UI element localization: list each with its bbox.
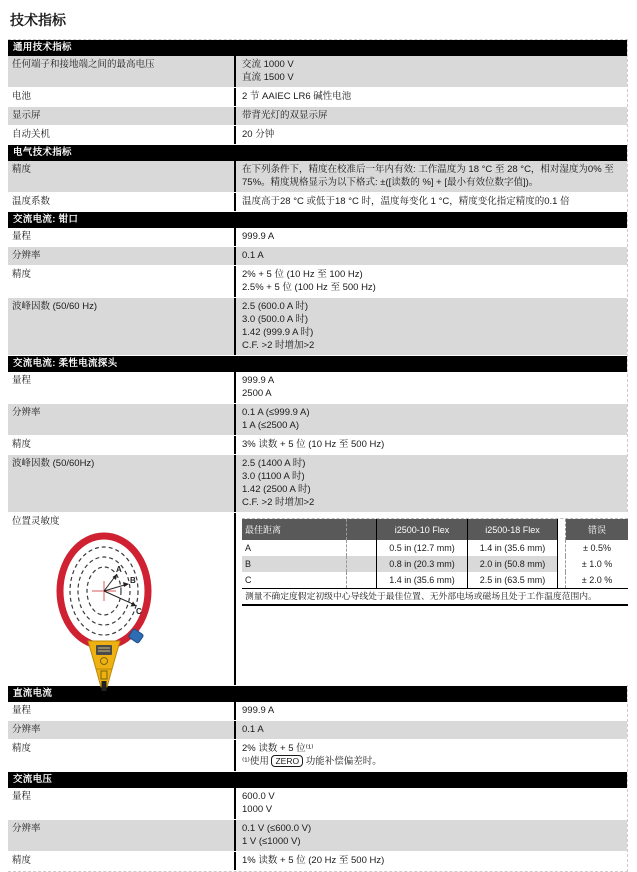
spec-label-text: 显示屏 [12, 110, 41, 121]
spec-label [8, 436, 236, 454]
svg-text:B: B [130, 576, 136, 585]
spec-label-text: 精度 [12, 269, 32, 280]
spec-value-line: 999.9 A [242, 231, 275, 242]
flex-probe-image [46, 531, 164, 681]
spec-value [236, 228, 627, 246]
spec-value [236, 193, 627, 211]
spec-value-line: 3% 读数 + 5 位 (10 Hz 至 500 Hz) [242, 439, 385, 450]
spec-row [8, 193, 627, 212]
table-cell: B [242, 556, 346, 572]
position-table [242, 518, 628, 606]
spec-value-line: 1 V (≤1000 V) [242, 836, 301, 847]
spec-value-line: 0.1 A [242, 250, 264, 261]
spec-table [8, 39, 628, 872]
spec-value-line: 999.9 A [242, 705, 275, 716]
spec-value [236, 88, 627, 106]
spec-row [8, 513, 627, 686]
cell-gap [558, 556, 566, 572]
section-header: 通用技术指标 [8, 40, 627, 56]
column-header: 最佳距离 [242, 519, 346, 540]
spec-value [236, 740, 627, 771]
spec-label-text: 分辨率 [12, 250, 41, 261]
table-cell: 0.8 in (20.3 mm) [376, 556, 467, 572]
svg-text:A: A [116, 565, 122, 574]
spec-row [8, 56, 627, 88]
cell-gap [558, 540, 566, 556]
spec-value-line: 1 A (≤2500 A) [242, 420, 299, 431]
spec-label-text: 分辨率 [12, 823, 41, 834]
page-title: 技术指标 [10, 12, 66, 28]
spec-value-line: 2% 读数 + 5 位⁽¹⁾ [242, 743, 314, 754]
zero-button-key: ZERO [271, 755, 303, 767]
spec-value-line: 带背光灯的双显示屏 [242, 110, 328, 121]
spec-value-line: 0.1 A [242, 724, 264, 735]
spec-row [8, 88, 627, 107]
spec-label [8, 820, 236, 851]
spec-value-line: C.F. >2 时增加>2 [242, 340, 315, 351]
spec-row [8, 126, 627, 145]
section-header: 交流电压 [8, 772, 627, 788]
spec-value [236, 298, 627, 355]
spec-label [8, 788, 236, 819]
spec-label [8, 107, 236, 125]
spec-label-text: 量程 [12, 375, 32, 386]
spec-value [236, 56, 627, 87]
column-gap [558, 519, 566, 540]
spec-row [8, 298, 627, 356]
spec-value [236, 247, 627, 265]
spec-value-line: 交流 1000 V [242, 59, 294, 70]
section-header: 交流电流: 柔性电流探头 [8, 356, 627, 372]
spec-label-text: 精度 [12, 439, 32, 450]
spec-value-line: 2 节 AAIEC LR6 碱性电池 [242, 91, 352, 102]
spec-row [8, 852, 627, 871]
spec-value [236, 702, 627, 720]
spec-label [8, 513, 236, 685]
spec-label [8, 852, 236, 870]
spec-row [8, 372, 627, 404]
spec-label [8, 702, 236, 720]
spec-label-text: 量程 [12, 231, 32, 242]
spec-row [8, 788, 627, 820]
spec-footnote [242, 755, 623, 768]
spec-label [8, 721, 236, 739]
spec-value [236, 788, 627, 819]
spec-label [8, 228, 236, 246]
spec-row [8, 455, 627, 513]
table-cell: ± 0.5% [566, 540, 628, 556]
spec-value-line: 1% 读数 + 5 位 (20 Hz 至 500 Hz) [242, 855, 385, 866]
spec-row [8, 404, 627, 436]
cell-gap [346, 540, 376, 556]
spec-row [8, 161, 627, 193]
table-cell: 2.5 in (63.5 mm) [467, 572, 558, 588]
spec-label-text: 分辨率 [12, 407, 41, 418]
spec-value [236, 820, 627, 851]
cell-gap [346, 572, 376, 588]
table-cell: 1.4 in (35.6 mm) [376, 572, 467, 588]
spec-value-line: 3.0 (1100 A 时) [242, 471, 305, 482]
spec-value [236, 161, 627, 192]
spec-label-text: 精度 [12, 743, 32, 754]
spec-label-text: 量程 [12, 705, 32, 716]
spec-label-text: 温度系数 [12, 196, 51, 207]
spec-value-line: 2.5 (600.0 A 时) [242, 301, 309, 312]
spec-row [8, 721, 627, 740]
spec-value [236, 852, 627, 870]
position-table-row [242, 572, 628, 588]
cell-gap [346, 556, 376, 572]
spec-label [8, 455, 236, 512]
footnote-suffix: 功能补偿偏差时。 [303, 756, 382, 767]
spec-label [8, 161, 236, 192]
spec-value-line: 1.42 (2500 A 时) [242, 484, 311, 495]
spec-label-text: 任何端子和接地端之间的最高电压 [12, 59, 155, 70]
spec-label [8, 193, 236, 211]
spec-value-line: C.F. >2 时增加>2 [242, 497, 315, 508]
spec-row [8, 820, 627, 852]
position-table-header-row [242, 519, 628, 540]
spec-value-line: 2.5% + 5 位 (100 Hz 至 500 Hz) [242, 282, 376, 293]
spec-value-line: 0.1 A (≤999.9 A) [242, 407, 310, 418]
spec-label-text: 分辨率 [12, 724, 41, 735]
spec-value-line: 1000 V [242, 804, 273, 815]
spec-value-line: 2500 A [242, 388, 272, 399]
spec-value [236, 436, 627, 454]
spec-label [8, 88, 236, 106]
spec-row [8, 740, 627, 772]
table-cell: ± 2.0 % [566, 572, 628, 588]
column-header: i2500-10 Flex [376, 519, 467, 540]
spec-value-line: 75%。精度规格显示为以下格式: ±([读数的 %] + [最小有效位数字值])。 [242, 177, 539, 188]
position-table-body [242, 540, 628, 588]
column-header: i2500-18 Flex [467, 519, 558, 540]
spec-value-line: 温度高于28 °C 或低于18 °C 时，温度每变化 1 °C，精度变化指定精度的0.1 倍 [242, 196, 570, 207]
spec-label [8, 298, 236, 355]
spec-value-line: 在下列条件下，精度在校准后一年内有效: 工作温度为 18 °C 至 28 °C，相对湿度为0% 至 [242, 164, 614, 175]
spec-label [8, 247, 236, 265]
spec-label-text: 量程 [12, 791, 32, 802]
table-cell: 2.0 in (50.8 mm) [467, 556, 558, 572]
spec-label-text: 精度 [12, 855, 32, 866]
spec-row [8, 247, 627, 266]
table-cell: 0.5 in (12.7 mm) [376, 540, 467, 556]
position-sensitivity-diagram [46, 531, 230, 685]
position-table-row [242, 540, 628, 556]
spec-label [8, 740, 236, 771]
spec-value [236, 455, 627, 512]
spec-row [8, 107, 627, 126]
position-table-note: 测量不确定度假定初级中心导线处于最佳位置、无外部电场或磁场且处于工作温度范围内。 [242, 588, 628, 606]
spec-value [236, 126, 627, 144]
spec-value [236, 107, 627, 125]
spec-value [236, 266, 627, 297]
spec-value-line: 1.42 (999.9 A 时) [242, 327, 314, 338]
spec-row [8, 228, 627, 247]
spec-label [8, 404, 236, 435]
spec-value-line: 600.0 V [242, 791, 275, 802]
table-cell: A [242, 540, 346, 556]
spec-label-text: 精度 [12, 164, 32, 175]
spec-label [8, 266, 236, 297]
spec-value-line: 0.1 V (≤600.0 V) [242, 823, 312, 834]
spec-label [8, 372, 236, 403]
spec-value-line: 3.0 (500.0 A 时) [242, 314, 309, 325]
section-header: 直流电流 [8, 686, 627, 702]
table-cell: 1.4 in (35.6 mm) [467, 540, 558, 556]
spec-row [8, 702, 627, 721]
spec-label-text: 电池 [12, 91, 32, 102]
table-cell: C [242, 572, 346, 588]
spec-label-text: 波峰因数 (50/60Hz) [12, 458, 95, 469]
section-header: 电气技术指标 [8, 145, 627, 161]
position-table-row [242, 556, 628, 572]
spec-value [236, 513, 632, 685]
spec-value [236, 404, 627, 435]
spec-label [8, 126, 236, 144]
column-gap [346, 519, 376, 540]
section-header: 交流电流: 钳口 [8, 212, 627, 228]
spec-label-text: 位置灵敏度 [12, 516, 60, 527]
spec-value-line: 2.5 (1400 A 时) [242, 458, 306, 469]
spec-value-line: 20 分钟 [242, 129, 275, 140]
column-header: 错误 [566, 519, 628, 540]
spec-value-line: 999.9 A [242, 375, 275, 386]
spec-value [236, 372, 627, 403]
spec-value-line: 2% + 5 位 (10 Hz 至 100 Hz) [242, 269, 363, 280]
spec-value-line: 直流 1500 V [242, 72, 294, 83]
svg-text:C: C [136, 607, 142, 616]
spec-label [8, 56, 236, 87]
spec-label-text: 自动关机 [12, 129, 51, 140]
spec-row [8, 266, 627, 298]
footnote-prefix: ⁽¹⁾使用 [242, 756, 272, 767]
table-cell: ± 1.0 % [566, 556, 628, 572]
cell-gap [558, 572, 566, 588]
spec-label-text: 波峰因数 (50/60 Hz) [12, 301, 97, 312]
spec-value [236, 721, 627, 739]
spec-row [8, 436, 627, 455]
